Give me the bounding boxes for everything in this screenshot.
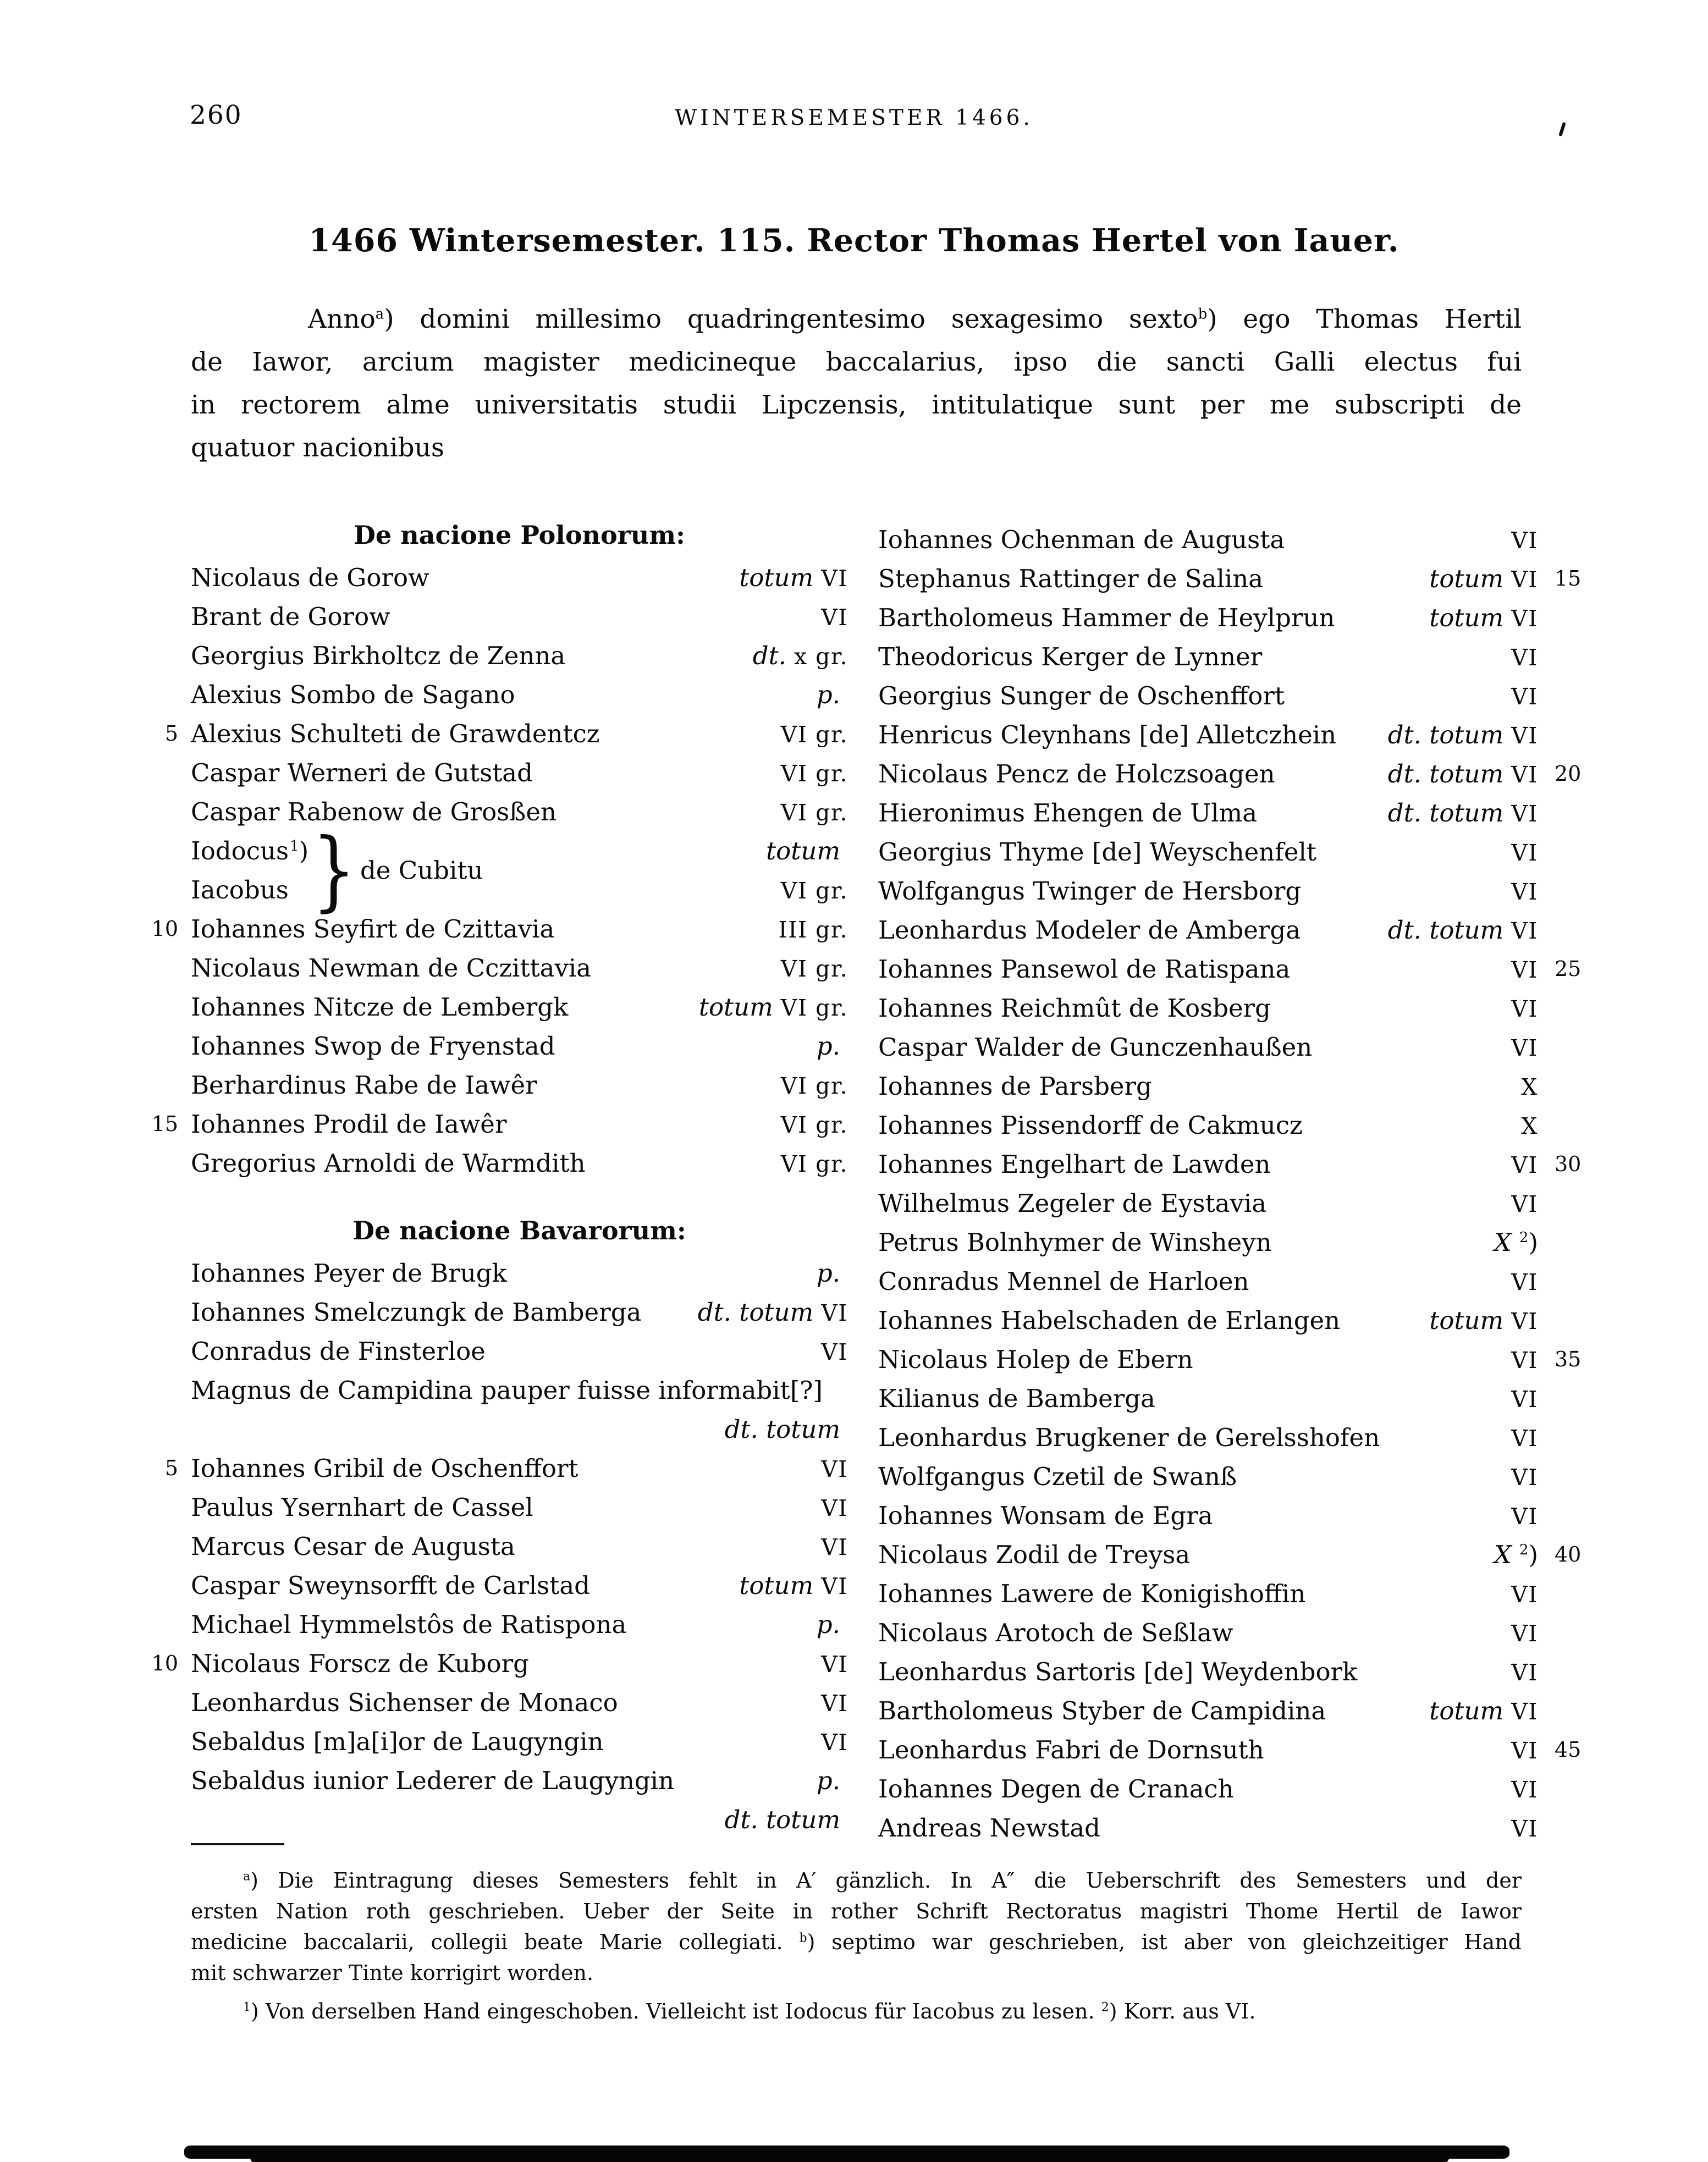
register-row [878,1145,1582,1184]
fee-value: p. [816,1032,840,1061]
student-name: Hieronimus Ehengen de Ulma [878,798,1258,828]
student-name: Berhardinus Rabe de Iawêr [191,1071,537,1100]
register-row [191,1683,848,1722]
student-name: Iacobus [191,875,289,904]
student-name: Sebaldus [m]a[i]or de Laugyngin [191,1727,604,1756]
student-name: Leonhardus Sartoris [de] Weydenbork [878,1657,1358,1686]
register-row [191,831,848,870]
register-row [878,1496,1538,1535]
fee-value: X [1521,1074,1538,1100]
student-name: Georgius Thyme [de] Weyschenfelt [878,837,1316,867]
fee-value: VI gr. [780,956,848,982]
fee-value: VI [1511,1503,1538,1530]
column-left [151,516,848,1847]
student-name: Georgius Birkholtcz de Zenna [191,641,566,670]
register-row [878,1808,1538,1847]
student-name: Nicolaus Newman de Cczittavia [191,953,592,983]
student-name: Iohannes Nitcze de Lembergk [191,992,569,1022]
register-row [191,948,848,988]
student-name: Stephanus Rattinger de Salina [878,564,1264,593]
student-name: Iohannes Swop de Fryenstad [191,1032,555,1061]
student-name: Iohannes Habelschaden de Erlangen [878,1306,1341,1335]
bavarorum-rows [151,1254,848,1839]
student-name: Iohannes Wonsam de Egra [878,1501,1213,1530]
register-row [878,1769,1538,1808]
student-name: Leonhardus Modeler de Amberga [878,915,1301,945]
student-name: Nicolaus Zodil de Treysa [878,1540,1191,1569]
fee-value: VI [1511,1191,1538,1217]
register-row [191,1761,848,1800]
grouping-brace: } [312,820,356,921]
fee-value: VI [821,1651,848,1678]
margin-line-number: 25 [1555,957,1582,981]
fee-value: VI [821,604,848,631]
fee-value: VI gr. [780,1151,848,1177]
fee-value: VI [821,1339,848,1365]
student-name: Kilianus de Bamberga [878,1384,1155,1413]
register-row [191,753,848,792]
chapter-title: 1466 Wintersemester. 115. Rector Thomas Hertel von Iauer. [308,222,1400,259]
student-name: Iohannes Engelhart de Lawden [878,1150,1271,1179]
fee-value: VI gr. [780,1112,848,1138]
footnote-ref-b: b [1198,306,1208,323]
fee-value: VI [1511,1152,1538,1178]
fee-value: VI gr. [780,878,848,904]
register-row [191,1027,848,1066]
register-row [191,1254,848,1293]
student-name: Iohannes Reichmût de Kosberg [878,994,1271,1023]
register-row [191,1722,848,1761]
student-name: Caspar Walder de Gunczenhaußen [878,1033,1313,1062]
footnote-ref: 1 [290,838,299,854]
register-row [878,1535,1582,1574]
footnote-marker-b: b [799,1931,807,1945]
fee-value: VI [1511,996,1538,1022]
fee-value: VI [1511,1777,1538,1803]
fee-value: VI [1511,1659,1538,1686]
footnote-line-numeric: $^1$) Von derselben Hand eingeschoben. Vielleicht ist Iodocus für Iacobus zu lesen. $^2$) Korr. aus VI. [243,1999,1256,2023]
fee-value: VI [821,1456,848,1482]
student-name: Iodocus$^1$) [191,836,309,865]
fee-value: VI [1511,683,1538,710]
register-row [191,1605,848,1644]
register-row [878,872,1538,911]
fee-value: VI gr. [780,760,848,787]
line-number: 10 [151,917,178,941]
register-row [191,558,848,597]
student-name: Iohannes de Parsberg [878,1072,1152,1101]
fee-value: totum VI [1429,564,1538,593]
student-name: Wilhelmus Zegeler de Eystavia [878,1189,1267,1218]
register-row [878,598,1538,637]
register-row [191,675,848,714]
register-row [878,950,1582,989]
student-name: Wolfgangus Twinger de Hersborg [878,876,1302,906]
register-row [878,676,1538,715]
student-name: Iohannes Ochenman de Augusta [878,525,1285,554]
register-row [878,559,1582,598]
fee-value: VI [821,1495,848,1521]
register-row [878,1301,1538,1340]
intro-line: in rectorem alme universitatis studii Lipczensis, intitulatique sunt per me subscripti de [191,390,1522,420]
fee-value: VI [821,1690,848,1717]
register-row [151,909,848,948]
running-header: WINTERSEMESTER 1466. [675,106,1033,130]
student-name: Conradus Mennel de Harloen [878,1267,1249,1296]
register-row [151,1105,848,1144]
margin-line-number: 45 [1555,1738,1582,1762]
student-name: Iohannes Peyer de Brugk [191,1259,507,1288]
student-name: Georgius Sunger de Oschenffort [878,681,1285,710]
fee-value: totum VI [1429,1306,1538,1335]
student-name: Nicolaus Arotoch de Seßlaw [878,1618,1233,1647]
student-name: Theodoricus Kerger de Lynner [878,642,1263,671]
footnote-marker-a: a [243,1869,251,1884]
register-row [878,1613,1538,1652]
register-row [878,1691,1538,1730]
register-row [878,1106,1538,1145]
student-name: Iohannes Seyfirt de Czittavia [191,914,555,944]
cubitu-rows [191,831,848,909]
fee-value: VI [1511,1425,1538,1452]
register-row [878,1028,1538,1067]
fee-value: X $^2$) [1494,1540,1538,1569]
register-row [878,1574,1538,1613]
fee-value: VI [1511,840,1538,866]
fee-value: dt. totum [724,1415,840,1444]
student-name: Brant de Gorow [191,602,390,631]
section-header-polonorum: De nacione Polonorum: [354,520,685,550]
fee-value: X $^2$) [1494,1228,1538,1257]
register-row [191,597,848,636]
margin-line-number: 30 [1555,1152,1582,1176]
margin-line-number: 15 [1555,566,1582,591]
student-name: Iohannes Smelczungk de Bamberga [191,1298,642,1327]
student-name: Michael Hymmelstôs de Ratispona [191,1610,627,1639]
fee-value: VI [1511,879,1538,905]
register-row [191,870,848,909]
student-name: Alexius Schulteti de Grawdentcz [191,719,600,748]
fee-value: totum [766,836,840,865]
register-row [878,1457,1538,1496]
register-columns [151,516,1582,1847]
register-row [878,637,1538,676]
student-name [191,1410,192,1449]
student-name: Nicolaus de Gorow [191,563,429,592]
fee-value: VI [1511,1620,1538,1647]
fee-value: totum VI gr. [698,992,848,1022]
register-row [191,1332,848,1371]
register-row [191,1371,848,1410]
page-number: 260 [190,100,243,130]
register-row [878,1223,1538,1262]
register-row [191,1066,848,1105]
fee-value: p. [816,680,840,709]
student-name: Alexius Sombo de Sagano [191,680,515,709]
fee-value: VI [1511,1386,1538,1413]
register-row [878,1067,1538,1106]
fee-value: VI [1511,1035,1538,1061]
register-row [151,1644,848,1683]
student-name: Bartholomeus Styber de Campidina [878,1696,1326,1725]
polonorum-rows-a [164,558,848,831]
fee-value: dt. totum VI [1387,798,1538,828]
line-number: 15 [151,1112,178,1136]
student-name: Leonhardus Sichenser de Monaco [191,1688,618,1717]
line-number: 10 [151,1651,178,1675]
footnote-line: $^a$) Die Eintragung dieses Semesters fehlt in A′ gänzlich. In A″ die Ueberschrift des Semesters und der [243,1868,1522,1893]
fee-value: totum VI [1429,603,1538,632]
register-row [191,792,848,831]
column-right [878,516,1582,1847]
line-number: 5 [164,1456,178,1480]
fee-value: X [1521,1113,1538,1139]
scan-edge-artifact [184,2146,1509,2159]
register-row [878,1184,1538,1223]
fee-value: p. [816,1259,840,1288]
fee-value: totum VI [739,563,848,592]
student-name: Iohannes Prodil de Iawêr [191,1110,507,1139]
fee-value: VI [1511,527,1538,554]
footnote-marker-1: 1 [243,2000,251,2015]
fee-value: VI [1511,1738,1538,1764]
fee-value: VI [821,1534,848,1560]
student-name: Leonhardus Brugkener de Gerelsshofen [878,1423,1380,1452]
register-row [191,1527,848,1566]
footnote-ref: 2 [1519,1542,1529,1558]
register-row [878,1340,1582,1379]
fee-value: VI [1511,1581,1538,1608]
register-row [191,1488,848,1527]
register-row [878,1379,1538,1418]
student-name: Paulus Ysernhart de Cassel [191,1493,533,1522]
fee-value: p. [816,1766,840,1795]
intro-line: Anno$^a$) domini millesimo quadringentesimo sexagesimo sexto$^b$) ego Thomas Hertil [308,304,1522,334]
student-name: Sebaldus iunior Lederer de Laugyngin [191,1766,675,1795]
student-name: Gregorius Arnoldi de Warmdith [191,1149,586,1178]
fee-value: dt. totum VI [1387,720,1538,749]
register-row [191,1566,848,1605]
student-name: Nicolaus Holep de Ebern [878,1345,1193,1374]
fee-value: VI [1511,1269,1538,1295]
fee-value: III gr. [778,917,848,943]
student-name: Andreas Newstad [878,1813,1100,1843]
register-row [191,1410,848,1449]
register-row [191,1800,848,1839]
register-row [191,636,848,675]
register-row [191,1293,848,1332]
register-row [878,715,1538,754]
student-name: Conradus de Finsterloe [191,1337,486,1366]
intro-line: quatuor nacionibus [191,433,444,463]
cubitu-brace-group [191,820,848,921]
fee-value: totum VI [739,1571,848,1600]
register-row [191,988,848,1027]
student-name: Marcus Cesar de Augusta [191,1532,515,1561]
footnotes [191,1865,1522,2027]
footnote-separator-rule [191,1843,284,1845]
fee-value: VI gr. [780,1073,848,1099]
student-name: Nicolaus Forscz de Kuborg [191,1649,529,1678]
fee-value: p. [816,1610,840,1639]
student-name: Leonhardus Fabri de Dornsuth [878,1735,1264,1764]
footnote-line: ersten Nation roth geschrieben. Ueber der Seite in rother Schrift Rectoratus magistri Thome Hertil de Iawor [191,1899,1522,1923]
register-row [878,793,1538,832]
fee-value: dt. totum [724,1805,840,1834]
margin-line-number: 20 [1555,762,1582,786]
student-name: Iohannes Gribil de Oschenffort [191,1454,578,1483]
footnote-line: medicine baccalarii, collegii beate Marie collegiati. $^b$) septimo war geschrieben, ist aber von gleichzeitiger Hand [191,1930,1522,1954]
register-row [878,754,1582,793]
footnote-line: mit schwarzer Tinte korrigirt worden. [191,1961,594,1985]
polonorum-rows-b [151,909,848,1183]
register-row [164,714,848,753]
fee-value: VI [1511,644,1538,671]
fee-value: totum VI [1429,1696,1538,1725]
register-row [191,1144,848,1183]
register-row [164,1449,848,1488]
intro-line: de Iawor, arcium magister medicineque baccalarius, ipso die sancti Galli electus fui [191,347,1522,377]
student-name: Petrus Bolnhymer de Winsheyn [878,1228,1272,1257]
student-name: Iohannes Degen de Cranach [878,1774,1234,1803]
fee-value: dt. totum VI [1387,759,1538,788]
register-row [878,832,1538,872]
margin-line-number: 40 [1555,1542,1582,1567]
line-number: 5 [164,721,178,746]
register-row [878,1418,1538,1457]
footnote-marker-2: 2 [1101,2000,1109,2015]
student-name: Iohannes Lawere de Konigishoffin [878,1579,1306,1608]
register-row [878,1730,1582,1769]
fee-value: VI [1511,1464,1538,1491]
register-row [878,520,1538,559]
fee-value: VI [1511,1347,1538,1374]
register-row [878,911,1538,950]
fee-value: VI gr. [780,721,848,748]
student-name: Caspar Sweynsorfft de Carlstad [191,1571,590,1600]
student-name: Iohannes Pissendorff de Cakmucz [878,1111,1303,1140]
intro-paragraph [191,298,1522,470]
student-name [191,1800,192,1839]
footnote-ref-a: a [375,306,384,323]
register-row [878,989,1538,1028]
register-row [878,1262,1538,1301]
cubitu-shared-placename: de Cubitu [360,856,483,885]
fee-value: VI [1511,1816,1538,1842]
section-header-bavarorum: De nacione Bavarorum: [352,1216,686,1245]
student-name: Magnus de Campidina pauper fuisse informabit[?] [191,1376,823,1405]
student-name: Henricus Cleynhans [de] Alletczhein [878,720,1337,749]
fee-value: VI [821,1729,848,1756]
fee-value: dt. x gr. [752,641,848,670]
student-name: Caspar Werneri de Gutstad [191,758,533,787]
student-name: Bartholomeus Hammer de Heylprun [878,603,1335,632]
margin-line-number: 35 [1555,1347,1582,1371]
student-name: Nicolaus Pencz de Holczsoagen [878,759,1275,788]
student-name: Wolfgangus Czetil de Swanß [878,1462,1237,1491]
fee-value: VI [1511,957,1538,983]
student-name: Iohannes Pansewol de Ratispana [878,955,1291,984]
bavarorum-continued-rows [878,520,1582,1847]
register-row [878,1652,1538,1691]
student-name: Caspar Rabenow de Grosßen [191,797,557,826]
fee-value: dt. totum VI [1387,915,1538,945]
footnote-ref: 2 [1519,1229,1529,1246]
fee-value: dt. totum VI [697,1298,848,1327]
fee-value: VI gr. [780,799,848,826]
